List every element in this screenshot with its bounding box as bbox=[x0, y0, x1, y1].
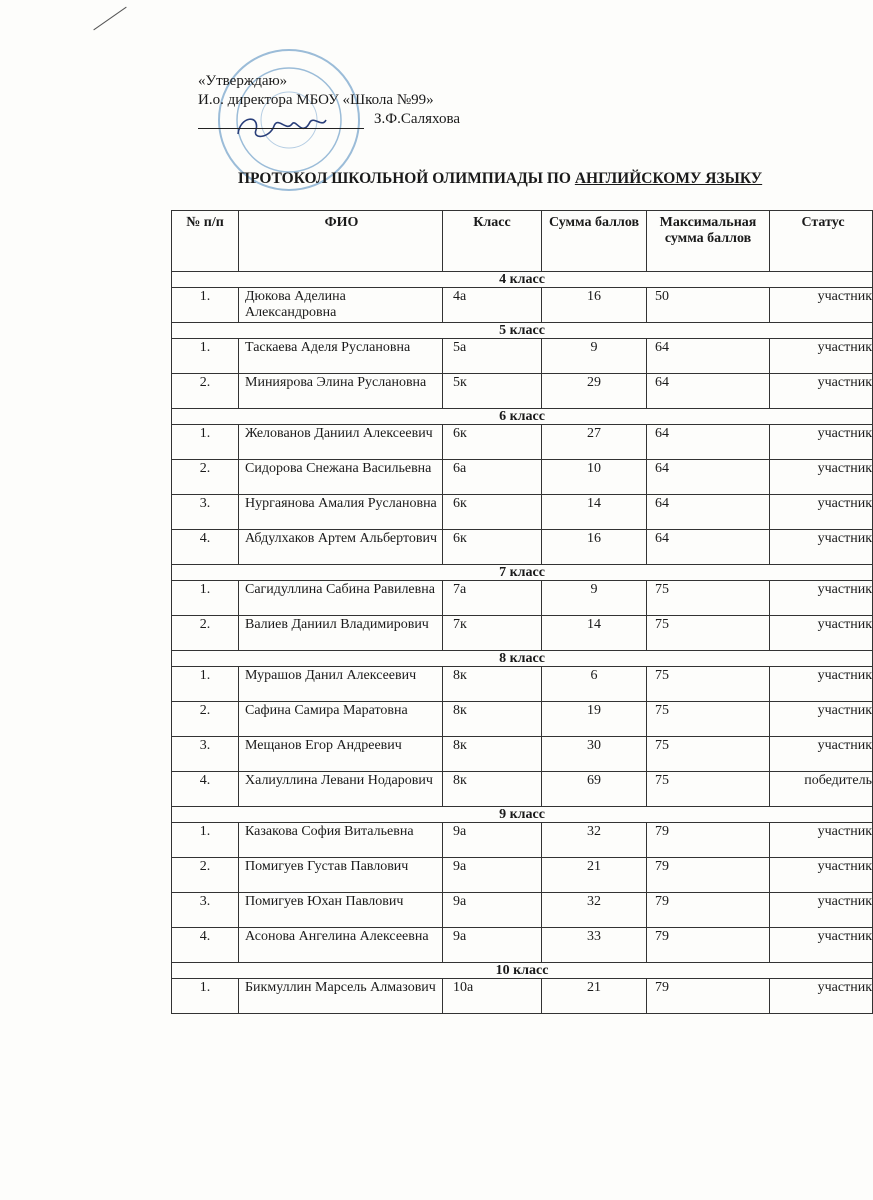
cell-num: 3. bbox=[172, 737, 239, 772]
cell-class: 6к bbox=[443, 495, 542, 530]
cell-name: Мещанов Егор Андреевич bbox=[239, 737, 443, 772]
cell-name: Желованов Даниил Алексеевич bbox=[239, 425, 443, 460]
cell-name: Помигуев Густав Павлович bbox=[239, 858, 443, 893]
cell-sum: 27 bbox=[542, 425, 647, 460]
scan-mark bbox=[93, 7, 126, 31]
cell-name: Казакова София Витальевна bbox=[239, 823, 443, 858]
cell-sum: 14 bbox=[542, 495, 647, 530]
cell-max: 79 bbox=[647, 893, 770, 928]
cell-name: Валиев Даниил Владимирович bbox=[239, 616, 443, 651]
table-row bbox=[172, 858, 873, 893]
cell-status: участник bbox=[770, 374, 873, 409]
cell-status: участник bbox=[770, 581, 873, 616]
cell-class: 6а bbox=[443, 460, 542, 495]
cell-max: 50 bbox=[647, 288, 770, 323]
table-row bbox=[172, 581, 873, 616]
cell-class: 8к bbox=[443, 702, 542, 737]
table-row bbox=[172, 425, 873, 460]
cell-sum: 69 bbox=[542, 772, 647, 807]
grade-row bbox=[172, 409, 873, 425]
table-row bbox=[172, 460, 873, 495]
cell-num: 2. bbox=[172, 460, 239, 495]
cell-status: участник bbox=[770, 737, 873, 772]
cell-num: 3. bbox=[172, 495, 239, 530]
table-row bbox=[172, 823, 873, 858]
cell-max: 75 bbox=[647, 772, 770, 807]
cell-status: участник bbox=[770, 858, 873, 893]
cell-name: Мурашов Данил Алексеевич bbox=[239, 667, 443, 702]
grade-label: 4 класс bbox=[172, 272, 873, 288]
cell-num: 2. bbox=[172, 858, 239, 893]
cell-num: 1. bbox=[172, 823, 239, 858]
cell-max: 75 bbox=[647, 581, 770, 616]
signature-line bbox=[198, 112, 364, 129]
cell-max: 75 bbox=[647, 667, 770, 702]
cell-sum: 32 bbox=[542, 893, 647, 928]
cell-num: 1. bbox=[172, 979, 239, 1014]
table-row bbox=[172, 737, 873, 772]
cell-num: 4. bbox=[172, 772, 239, 807]
grade-row bbox=[172, 963, 873, 979]
table-row bbox=[172, 339, 873, 374]
cell-name: Нургаянова Амалия Руслановна bbox=[239, 495, 443, 530]
results-table bbox=[171, 210, 873, 1014]
cell-status: участник bbox=[770, 702, 873, 737]
cell-class: 9а bbox=[443, 893, 542, 928]
cell-max: 75 bbox=[647, 702, 770, 737]
table-row bbox=[172, 374, 873, 409]
cell-sum: 9 bbox=[542, 339, 647, 374]
table-row bbox=[172, 702, 873, 737]
approval-block bbox=[198, 72, 460, 129]
table-row bbox=[172, 530, 873, 565]
cell-sum: 33 bbox=[542, 928, 647, 963]
cell-class: 7к bbox=[443, 616, 542, 651]
cell-max: 64 bbox=[647, 495, 770, 530]
cell-sum: 29 bbox=[542, 374, 647, 409]
header-name: ФИО bbox=[239, 211, 443, 272]
cell-class: 8к bbox=[443, 667, 542, 702]
cell-sum: 6 bbox=[542, 667, 647, 702]
cell-name: Дюкова Аделина Александровна bbox=[239, 288, 443, 323]
cell-max: 75 bbox=[647, 616, 770, 651]
cell-max: 79 bbox=[647, 823, 770, 858]
cell-status: участник bbox=[770, 460, 873, 495]
cell-class: 8к bbox=[443, 737, 542, 772]
table-row bbox=[172, 667, 873, 702]
cell-status: участник bbox=[770, 667, 873, 702]
cell-num: 1. bbox=[172, 667, 239, 702]
cell-sum: 32 bbox=[542, 823, 647, 858]
grade-label: 5 класс bbox=[172, 323, 873, 339]
cell-num: 2. bbox=[172, 374, 239, 409]
cell-status: участник bbox=[770, 495, 873, 530]
cell-sum: 30 bbox=[542, 737, 647, 772]
cell-status: участник bbox=[770, 979, 873, 1014]
grade-row bbox=[172, 565, 873, 581]
grade-label: 7 класс bbox=[172, 565, 873, 581]
cell-max: 79 bbox=[647, 928, 770, 963]
results-body bbox=[172, 272, 873, 1014]
cell-sum: 16 bbox=[542, 530, 647, 565]
grade-row bbox=[172, 807, 873, 823]
cell-class: 9а bbox=[443, 823, 542, 858]
cell-max: 64 bbox=[647, 339, 770, 374]
grade-label: 10 класс bbox=[172, 963, 873, 979]
cell-status: участник bbox=[770, 339, 873, 374]
cell-class: 6к bbox=[443, 425, 542, 460]
cell-class: 9а bbox=[443, 858, 542, 893]
cell-sum: 9 bbox=[542, 581, 647, 616]
cell-class: 5а bbox=[443, 339, 542, 374]
cell-num: 2. bbox=[172, 616, 239, 651]
cell-status: участник bbox=[770, 893, 873, 928]
table-row bbox=[172, 772, 873, 807]
header-num: № п/п bbox=[172, 211, 239, 272]
cell-max: 75 bbox=[647, 737, 770, 772]
cell-max: 64 bbox=[647, 374, 770, 409]
cell-name: Абдулхаков Артем Альбертович bbox=[239, 530, 443, 565]
signer-name: З.Ф.Саляхова bbox=[374, 111, 461, 127]
cell-status: участник bbox=[770, 928, 873, 963]
cell-sum: 10 bbox=[542, 460, 647, 495]
cell-num: 4. bbox=[172, 530, 239, 565]
cell-name: Сагидуллина Сабина Равилевна bbox=[239, 581, 443, 616]
cell-max: 64 bbox=[647, 530, 770, 565]
title-prefix: ПРОТОКОЛ ШКОЛЬНОЙ ОЛИМПИАДЫ ПО bbox=[238, 170, 575, 187]
header-sum: Сумма баллов bbox=[542, 211, 647, 272]
table-row bbox=[172, 495, 873, 530]
grade-row bbox=[172, 272, 873, 288]
cell-class: 7а bbox=[443, 581, 542, 616]
cell-num: 1. bbox=[172, 425, 239, 460]
approval-caption: «Утверждаю» bbox=[198, 73, 288, 89]
table-header bbox=[172, 211, 873, 272]
cell-class: 9а bbox=[443, 928, 542, 963]
cell-name: Сидорова Снежана Васильевна bbox=[239, 460, 443, 495]
cell-class: 8к bbox=[443, 772, 542, 807]
grade-label: 6 класс bbox=[172, 409, 873, 425]
cell-name: Сафина Самира Маратовна bbox=[239, 702, 443, 737]
grade-row bbox=[172, 323, 873, 339]
cell-class: 4а bbox=[443, 288, 542, 323]
cell-name: Халиуллина Левани Нодарович bbox=[239, 772, 443, 807]
cell-name: Помигуев Юхан Павлович bbox=[239, 893, 443, 928]
table-row bbox=[172, 288, 873, 323]
table-row bbox=[172, 979, 873, 1014]
cell-sum: 21 bbox=[542, 979, 647, 1014]
header-max: Максимальная сумма баллов bbox=[647, 211, 770, 272]
grade-row bbox=[172, 651, 873, 667]
cell-max: 79 bbox=[647, 858, 770, 893]
cell-status: победитель bbox=[770, 772, 873, 807]
document-title bbox=[238, 170, 762, 188]
cell-name: Миниярова Элина Руслановна bbox=[239, 374, 443, 409]
cell-num: 3. bbox=[172, 893, 239, 928]
table-row bbox=[172, 928, 873, 963]
cell-num: 1. bbox=[172, 581, 239, 616]
cell-num: 1. bbox=[172, 288, 239, 323]
cell-sum: 16 bbox=[542, 288, 647, 323]
cell-num: 2. bbox=[172, 702, 239, 737]
grade-label: 9 класс bbox=[172, 807, 873, 823]
cell-sum: 19 bbox=[542, 702, 647, 737]
cell-name: Таскаева Аделя Руслановна bbox=[239, 339, 443, 374]
table-row bbox=[172, 893, 873, 928]
approval-position: И.о. директора МБОУ «Школа №99» bbox=[198, 92, 434, 108]
cell-max: 64 bbox=[647, 425, 770, 460]
cell-class: 5к bbox=[443, 374, 542, 409]
signature-row bbox=[198, 110, 460, 129]
cell-max: 79 bbox=[647, 979, 770, 1014]
cell-status: участник bbox=[770, 425, 873, 460]
title-subject: АНГЛИЙСКОМУ ЯЗЫКУ bbox=[574, 170, 763, 187]
cell-status: участник bbox=[770, 823, 873, 858]
cell-status: участник bbox=[770, 530, 873, 565]
table-row bbox=[172, 616, 873, 651]
cell-sum: 14 bbox=[542, 616, 647, 651]
header-class: Класс bbox=[443, 211, 542, 272]
cell-status: участник bbox=[770, 616, 873, 651]
cell-num: 4. bbox=[172, 928, 239, 963]
cell-class: 6к bbox=[443, 530, 542, 565]
header-status: Статус bbox=[770, 211, 873, 272]
cell-class: 10а bbox=[443, 979, 542, 1014]
cell-status: участник bbox=[770, 288, 873, 323]
cell-sum: 21 bbox=[542, 858, 647, 893]
cell-max: 64 bbox=[647, 460, 770, 495]
cell-num: 1. bbox=[172, 339, 239, 374]
cell-name: Асонова Ангелина Алексеевна bbox=[239, 928, 443, 963]
grade-label: 8 класс bbox=[172, 651, 873, 667]
cell-name: Бикмуллин Марсель Алмазович bbox=[239, 979, 443, 1014]
